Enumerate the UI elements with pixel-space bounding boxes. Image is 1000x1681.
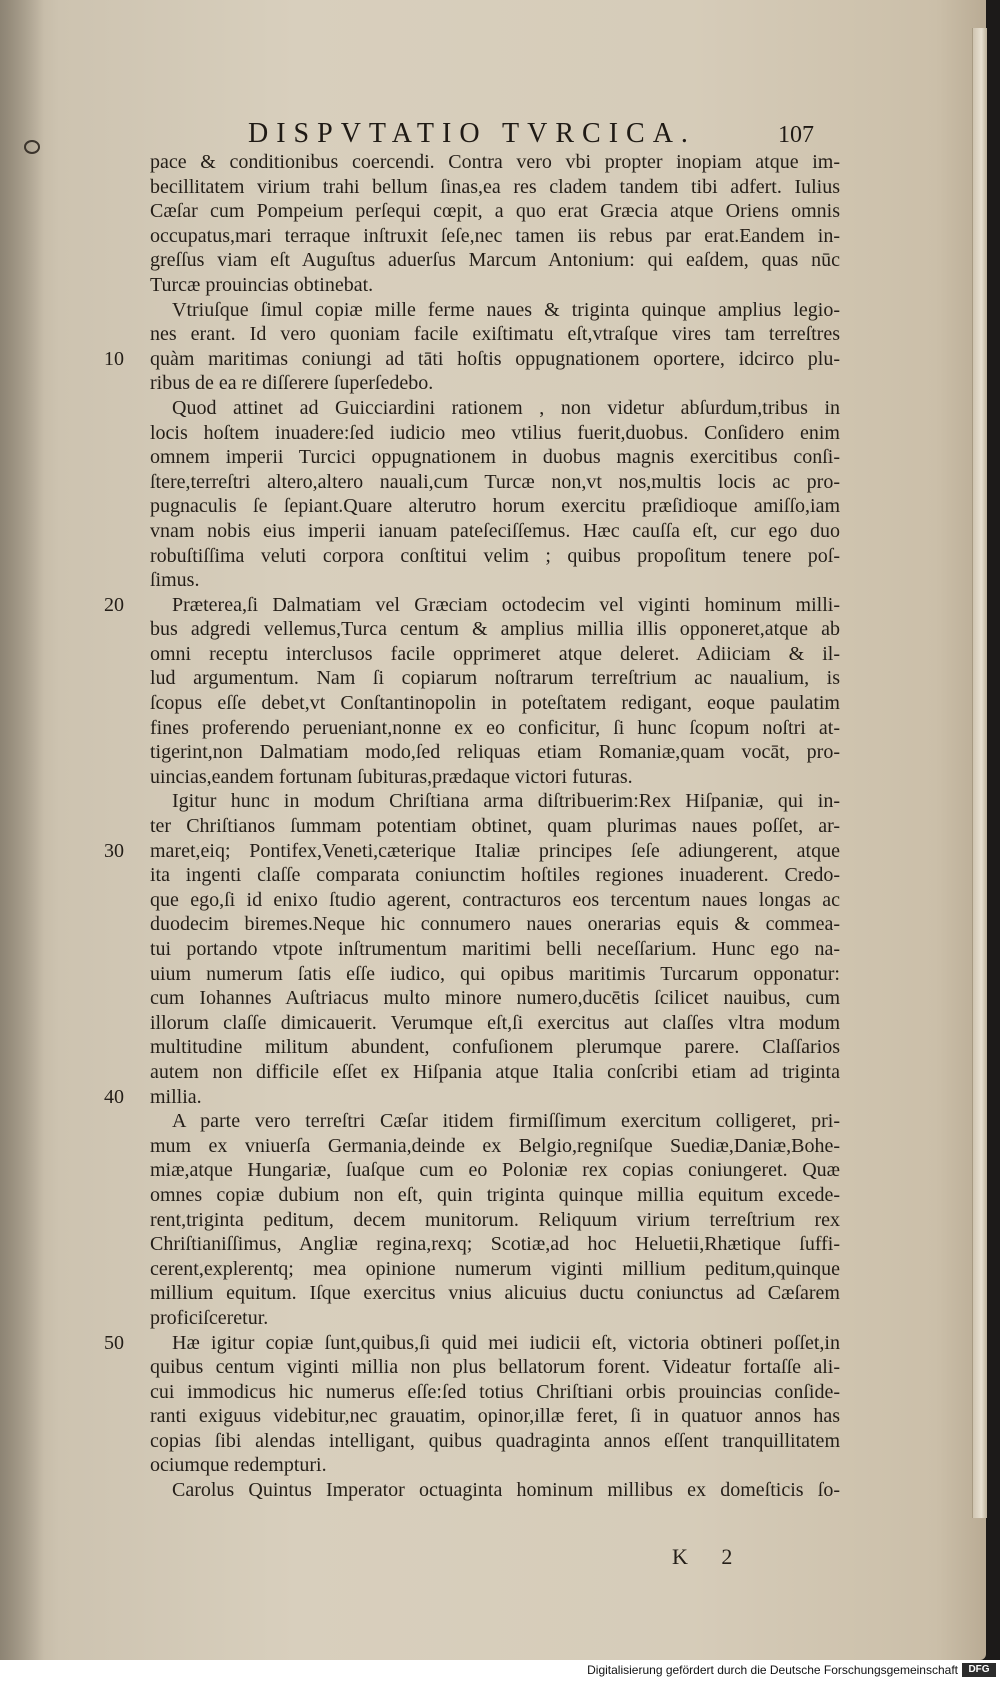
text-line: duodecim biremes.Neque hic connumero naues onerarias equis & commea-	[150, 913, 840, 936]
text-line: Præterea,ſi Dalmatiam vel Græciam octodecim vel viginti hominum milli-	[172, 593, 840, 616]
text-line: ita ingenti claſſe comparata coniunctim hoſtiles regiones inuaderent. Credo-	[150, 864, 840, 887]
text-line: millium equitum. Iſque exercitus vnius alicuius ductu coniunctus ad Cæſarem	[150, 1282, 840, 1305]
text-line: pugnaculis ſe ſepiant.Quare alterutro horum exercitu præſidioque amiſſo,iam	[150, 495, 840, 518]
text-line: multitudine militum abundent, confuſionem plerumque parere. Claſſarios	[150, 1036, 840, 1059]
text-line: ſimus.	[150, 569, 200, 592]
body-text	[150, 150, 840, 1503]
text-line: copias ſibi alendas intelligant, quibus quadraginta annos eſſent tranquillitatem	[150, 1429, 840, 1452]
text-line: mum ex vniuerſa Germania,deinde ex Belgio,regniſque Suediæ,Daniæ,Bohe-	[150, 1134, 840, 1157]
text-line: pace & conditionibus coercendi. Contra vero vbi propter inopiam atque im-	[150, 151, 840, 173]
signature-mark: K 2	[672, 1544, 747, 1569]
page-number: 107	[778, 122, 814, 148]
text-line: autem non difficile eſſet ex Hiſpania atque Italia conſcribi etiam ad triginta	[150, 1060, 840, 1083]
text-line: uium numerum ſatis eſſe iudico, qui opibus maritimis Turcarum opponatur:	[150, 962, 840, 985]
text-line: illorum claſſe dimicauerit. Verumque eſt,ſi exercitus aut claſſes vltra modum	[150, 1011, 840, 1034]
text-line: bus adgredi vellemus,Turca centum & amplius millia illis opponeret,atque ab	[150, 618, 840, 641]
text-line: uincias,eandem fortunam ſubituras,prædaque victori futuras.	[150, 765, 633, 788]
text-line: ociumque redempturi.	[150, 1454, 327, 1477]
text-line: Turcæ prouincias obtinebat.	[150, 273, 374, 296]
text-line: ter Chriſtianos ſummam potentiam obtinet, quam plurimas naues poſſet, ar-	[150, 815, 840, 838]
text-line: Hæ igitur copiæ ſunt,quibus,ſi quid mei iudicii eſt, victoria obtineri poſſet,in	[172, 1331, 840, 1354]
text-line: nes erant. Id vero quoniam facile exiſtimatu eſt,vtraſque vires tam terreſtres	[150, 323, 840, 346]
text-line: fines proferendo perueniant,nonne ex eo conficitur, ſi hunc ſcopum noſtri at-	[150, 716, 840, 739]
line-number: 10	[104, 348, 124, 370]
text-line: omnes copiæ dubium non eſt, quin triginta quinque millia equitum excede-	[150, 1183, 840, 1206]
text-line: tui portando vtpote inſtrumentum maritimi belli neceſſarium. Hunc ego na-	[150, 938, 840, 960]
text-line: omni receptu interclusos facile opprimeret atque deleret. Adiiciam & il-	[150, 642, 840, 665]
text-line: tigerint,non Dalmatiam modo,ſed reliquas etiam Romaniæ,quam vocāt, pro-	[150, 741, 840, 764]
text-line: millia.	[150, 1085, 202, 1108]
text-line: greſſus viam eſt Auguſtus aduerſus Marcum Antonium: qui eaſdem, quas nūc	[150, 249, 840, 272]
text-line: ranti exiguus videbitur,nec grauatim, opinor,illæ feret, ſi in quatuor annos has	[150, 1405, 840, 1428]
text-line: ſtere,terreſtri altero,altero nauali,cum Turcæ non,vt nos,multis locis ac pro-	[150, 470, 840, 493]
running-head: DISPVTATIO TVRCICA.	[248, 118, 696, 149]
text-line: occupatus,mari terraque inſtruxit ſeſe,nec tamen iis rebus par erat.Eandem in-	[150, 224, 840, 247]
binding-hole	[24, 140, 40, 154]
text-line: cui immodicus hic numerus eſſe:ſed totius Chriſtiani orbis prouincias conſide-	[150, 1380, 840, 1403]
footer-credit: Digitalisierung gefördert durch die Deutsche Forschungsgemeinschaft	[587, 1663, 958, 1677]
text-line: maret,eiq; Pontifex,Veneti,cæterique Italiæ principes ſeſe adiungerent, atque	[150, 839, 840, 862]
text-line: quibus centum viginti millia non plus bellatorum forent. Videatur fortaſſe ali-	[150, 1356, 840, 1379]
text-line: robuſtiſſima veluti corpora conſtitui velim ; quibus propoſitum tenere poſ-	[150, 544, 840, 567]
line-number: 30	[104, 840, 124, 862]
text-line: rent,triginta peditum, decem munitorum. Reliquum virium terreſtrium rex	[150, 1208, 840, 1231]
line-number: 40	[104, 1086, 124, 1108]
text-line: quàm maritimas coniungi ad tāti hoſtis oppugnationem oportere, idcirco plu-	[150, 347, 840, 370]
text-line: locis hoſtem inuadere:ſed iudicio meo vtilius fuerit,duobus. Conſidero enim	[150, 421, 840, 444]
text-line: Cæſar cum Pompeium perſequi cœpit, a quo erat Græcia atque Oriens omnis	[150, 200, 840, 223]
page-edge	[972, 28, 987, 1518]
text-line: cerent,explerentq; mea opinione numerum viginti millium peditum,quinque	[150, 1257, 840, 1280]
text-line: Chriſtianiſſimus, Angliæ regina,rexq; Scotiæ,ad hoc Heluetii,Rhætique ſuffi-	[150, 1233, 840, 1256]
text-line: ribus de ea re diſſerere ſuperſedebo.	[150, 372, 434, 395]
text-line: Vtriuſque ſimul copiæ mille ferme naues & triginta quinque amplius legio-	[172, 298, 840, 321]
text-line: proficiſceretur.	[150, 1306, 269, 1329]
line-number: 50	[104, 1332, 124, 1354]
text-line: que ego,ſi id enixo ſtudio agerent, contracturos eos tercentum naues longas ac	[150, 888, 840, 911]
dfg-logo: DFG	[962, 1663, 996, 1677]
text-line: Igitur hunc in modum Chriſtiana arma diſtribuerim:Rex Hiſpaniæ, qui in-	[172, 790, 840, 813]
line-number: 20	[104, 594, 124, 616]
text-line: miæ,atque Hungariæ, ſuaſque cum eo Poloniæ rex copias coniungeret. Quæ	[150, 1159, 840, 1182]
text-line: lud argumentum. Nam ſi copiarum noſtrarum terreſtrium ac naualium, is	[150, 667, 840, 690]
text-line: Carolus Quintus Imperator octuaginta hominum millibus ex domeſticis ſo-	[172, 1479, 840, 1502]
text-line: ſcopus eſſe debet,vt Conſtantinopolin in poteſtatem redigant, eoque paulatim	[150, 692, 840, 715]
text-line: Quod attinet ad Guicciardini rationem , non videtur abſurdum,tribus in	[172, 396, 840, 419]
text-line: omnem imperii Turcici oppugnationem in duobus magnis exercitibus conſi-	[150, 446, 840, 469]
text-line: cum Iohannes Auſtriacus multo minore numero,ducētis ſcilicet nauibus, cum	[150, 987, 840, 1010]
text-line: vnam nobis eius imperii ianuam pateſeciſſemus. Hæc cauſſa eſt, cur ego duo	[150, 519, 840, 542]
text-line: A parte vero terreſtri Cæſar itidem firmiſſimum exercitum colligeret, pri-	[172, 1110, 840, 1133]
footer-bar	[0, 1660, 1000, 1681]
text-line: becillitatem virium trahi bellum ſinas,ea res cladem tandem tibi adfert. Iulius	[150, 175, 840, 198]
